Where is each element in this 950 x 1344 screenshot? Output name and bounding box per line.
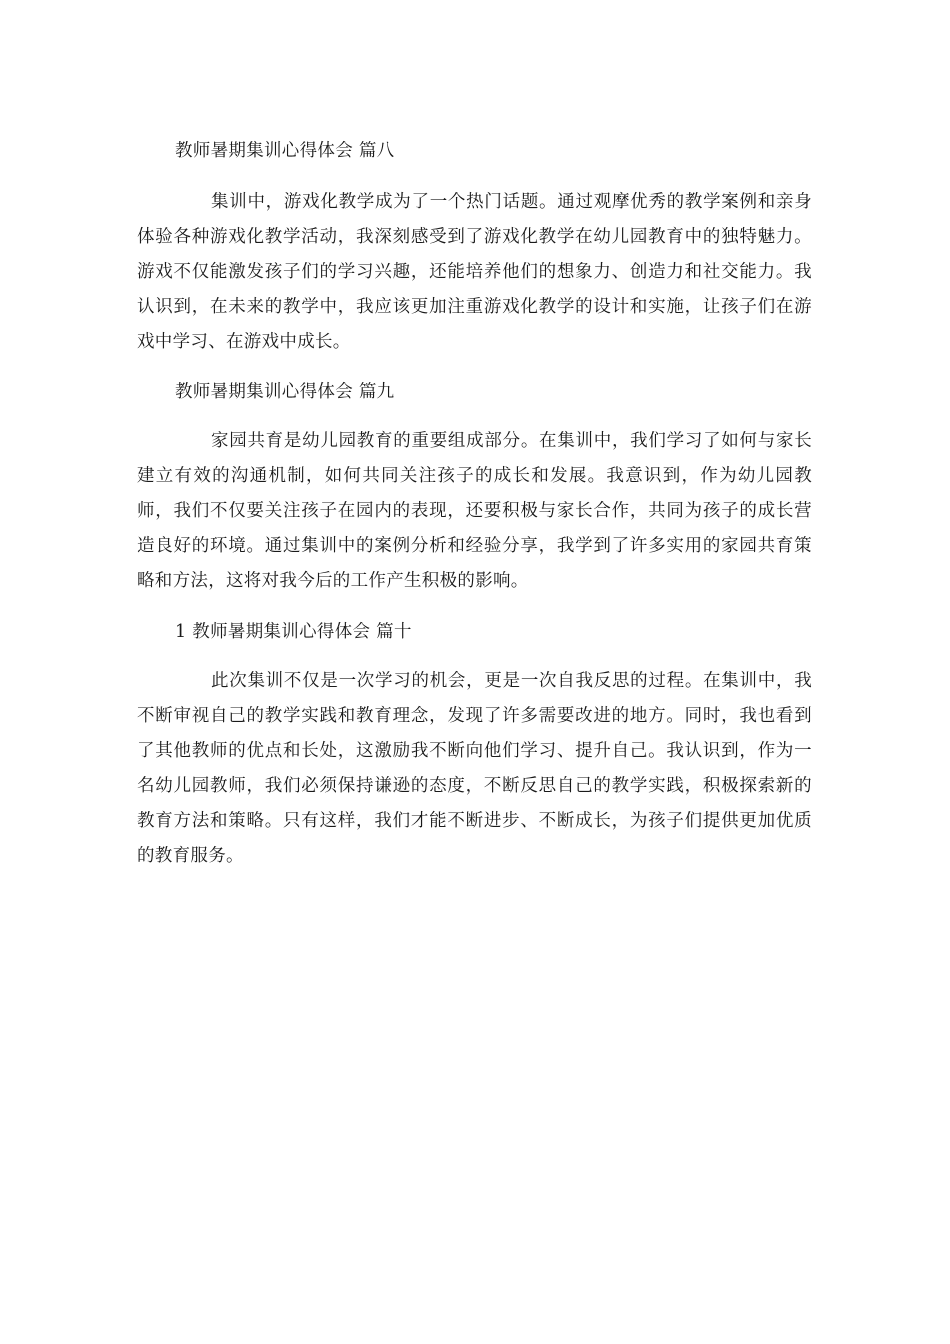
section-body-10: 此次集训不仅是一次学习的机会，更是一次自我反思的过程。在集训中，我不断审视自己的教学实践和教育理念，发现了许多需要改进的地方。同时，我也看到了其他教师的优点和长处，这激励我不断向他们学习、提升自己。我认识到，作为一名幼儿园教师，我们必须保持谦逊的态度，不断反思自己的教学实践，积极探索新的教育方法和策略。只有这样，我们才能不断进步、不断成长，为孩子们提供更加优质的教育服务。 (137, 671, 812, 866)
section-body-9: 家园共育是幼儿园教育的重要组成部分。在集训中，我们学习了如何与家长建立有效的沟通机制，如何共同关注孩子的成长和发展。我意识到，作为幼儿园教师，我们不仅要关注孩子在园内的表现，还要积极与家长合作，共同为孩子的成长营造良好的环境。通过集训中的案例分析和经验分享，我学到了许多实用的家园共育策略和方法，这将对我今后的工作产生积极的影响。 (137, 431, 812, 591)
section-title-8: 教师暑期集训心得体会 篇八 (175, 141, 395, 161)
section-title-9: 教师暑期集训心得体会 篇九 (175, 382, 395, 402)
section-title-10: 1 教师暑期集训心得体会 篇十 (175, 622, 412, 642)
section-body-8: 集训中，游戏化教学成为了一个热门话题。通过观摩优秀的教学案例和亲身体验各种游戏化教学活动，我深刻感受到了游戏化教学在幼儿园教育中的独特魅力。游戏不仅能激发孩子们的学习兴趣，还能培养他们的想象力、创造力和社交能力。我认识到，在未来的教学中，我应该更加注重游戏化教学的设计和实施，让孩子们在游戏中学习、在游戏中成长。 (137, 192, 812, 352)
